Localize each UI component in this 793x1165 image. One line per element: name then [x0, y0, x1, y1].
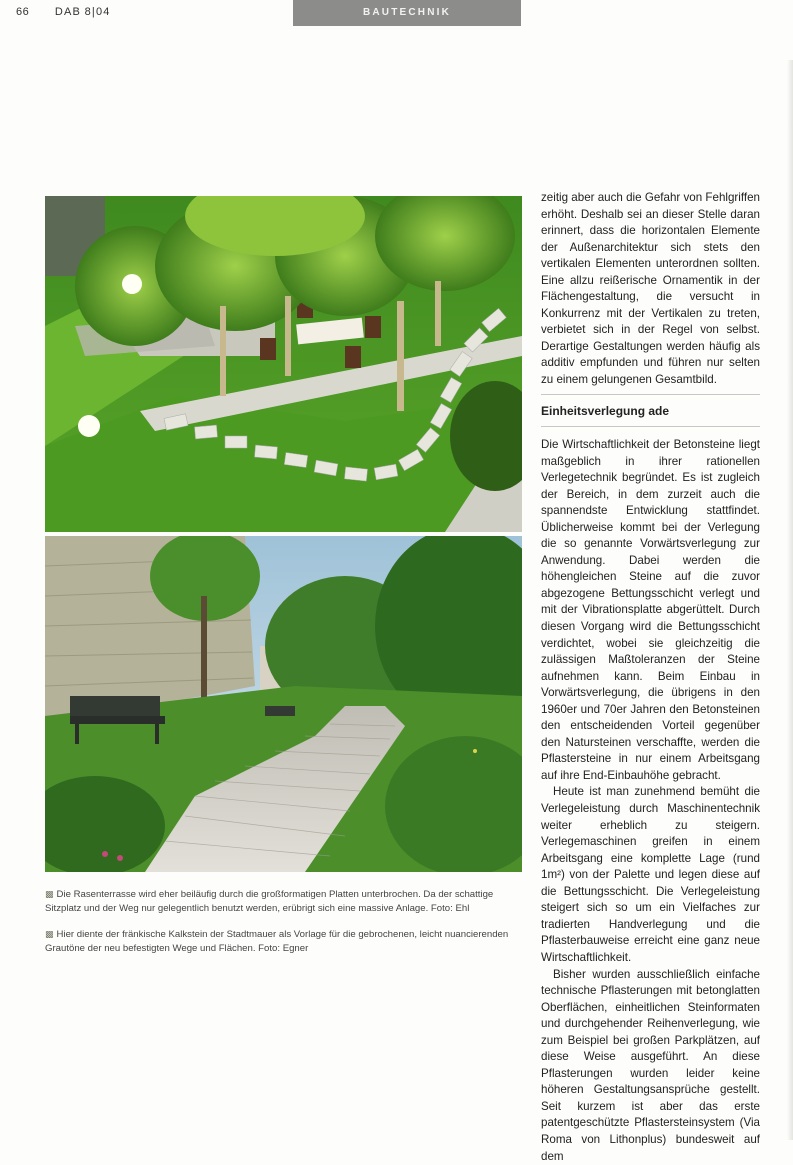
page-edge-shadow	[787, 60, 793, 1140]
divider-above-subheading	[541, 394, 760, 395]
article-column-top	[541, 190, 760, 389]
section-banner	[293, 0, 521, 26]
article-column-body	[541, 437, 760, 1165]
caption-photo-2	[45, 927, 523, 957]
divider-below-subheading	[541, 426, 760, 427]
body-paragraph: Bisher wurden ausschließlich einfache technische Pflasterungen mit betonglatten Oberflächen, einheitlichen Steinformaten und durchgehender Reihenverlegung, wie zum Beispiel bei großen Parkplätzen, auf diese Weise ausgeführt. An diese Pflasterungen wurden leider keine höheren Gestaltungsansprüche gestellt. Seit kurzem ist aber das erste patentgeschützte Pflastersteinsystem (Via Roma von Lithonplus) bundesweit auf dem	[541, 967, 760, 1165]
body-paragraph: Die Wirtschaftlichkeit der Betonsteine liegt maßgeblich in ihrer rationellen Verlegetechnik begründet. Es ist zugleich der Bereich, in dem zurzeit auch die spannendste Entwicklung stattfindet. Üblicherweise kommt bei der Verlegung die so genannte Vorwärtsverlegung zur Anwendung. Dabei werden die höhengleichen Steine auf die zuvor abgezogene Bettungsschicht verlegt und mit der Vibrationsplatte abgerüttelt. Durch diesen Vorgang wird die Bettungsschicht verdichtet, wobei sie gleichzeitig die zulässigen Maßtoleranzen der Steine aufnehmen kann. Beim Einbau in Vorwärtsverlegung, die übrigens in den 1960er und 70er Jahren den Betonsteinen den entscheidenden Vorteil gegenüber den Natursteinen verschaffte, werden die Pflastersteine in nur einem Arbeitsgang auf ihre End-Einbauhöhe gebracht.	[541, 437, 760, 784]
intro-paragraph: zeitig aber auch die Gefahr von Fehlgriffen erhöht. Deshalb sei an dieser Stelle daran erinnert, dass die horizontalen Elemente der Außenarchitektur sich stets den vertikalen Elementen unterordnen sollten. Eine allzu reißerische Ornamentik in der Flächengestaltung, die versucht in Konkurrenz mit der Vertikalen zu treten, verbietet sich in der Regel von selbst. Derartige Gestaltungen werden häufig als additiv empfunden und führen nur selten zu einem gelungenen Gesamtbild.	[541, 190, 760, 389]
section-title: BAUTECHNIK	[363, 7, 451, 18]
garden-terrace-image	[45, 196, 522, 532]
caption-text: Die Rasenterrasse wird eher beiläufig durch die großformatigen Platten unterbrochen. Da der schattige Sitzplatz und der Weg nur gelegentlich benutzt werden, erübrigt sich eine massive Anlage. Foto: Ehl	[45, 889, 493, 914]
caption-photo-1	[45, 887, 523, 917]
page-number: 66	[16, 6, 29, 18]
caption-text: Hier diente der fränkische Kalkstein der Stadtmauer als Vorlage für die gebrochenen, leicht nuancierenden Grautöne der neu befestigten Wege und Flächen. Foto: Egner	[45, 929, 508, 954]
section-subheading: Einheitsverlegung ade	[541, 404, 760, 418]
caption-marker-icon: ▩	[45, 927, 53, 941]
magazine-name: DAB	[55, 6, 81, 18]
stone-path-image	[45, 536, 522, 872]
garden-terrace-photo	[45, 196, 522, 532]
photo-captions	[45, 887, 523, 967]
issue-number: 8|04	[85, 6, 111, 18]
caption-marker-icon: ▩	[45, 887, 53, 901]
stone-path-photo	[45, 536, 522, 872]
page-header	[16, 6, 111, 18]
body-paragraph: Heute ist man zunehmend bemüht die Verlegeleistung durch Maschinentechnik weiter erheblich zu steigern. Verlegemaschinen greifen in einem Arbeitsgang eine komplette Lage (rund 1m²) von der Palette und legen diese auf die Bettungsschicht. Die Verlegeleistung steigert sich so um ein Vielfaches zur tradierten Handverlegung und die Pflasterbauweise erreicht eine ganz neue Wirtschaftlichkeit.	[541, 784, 760, 966]
